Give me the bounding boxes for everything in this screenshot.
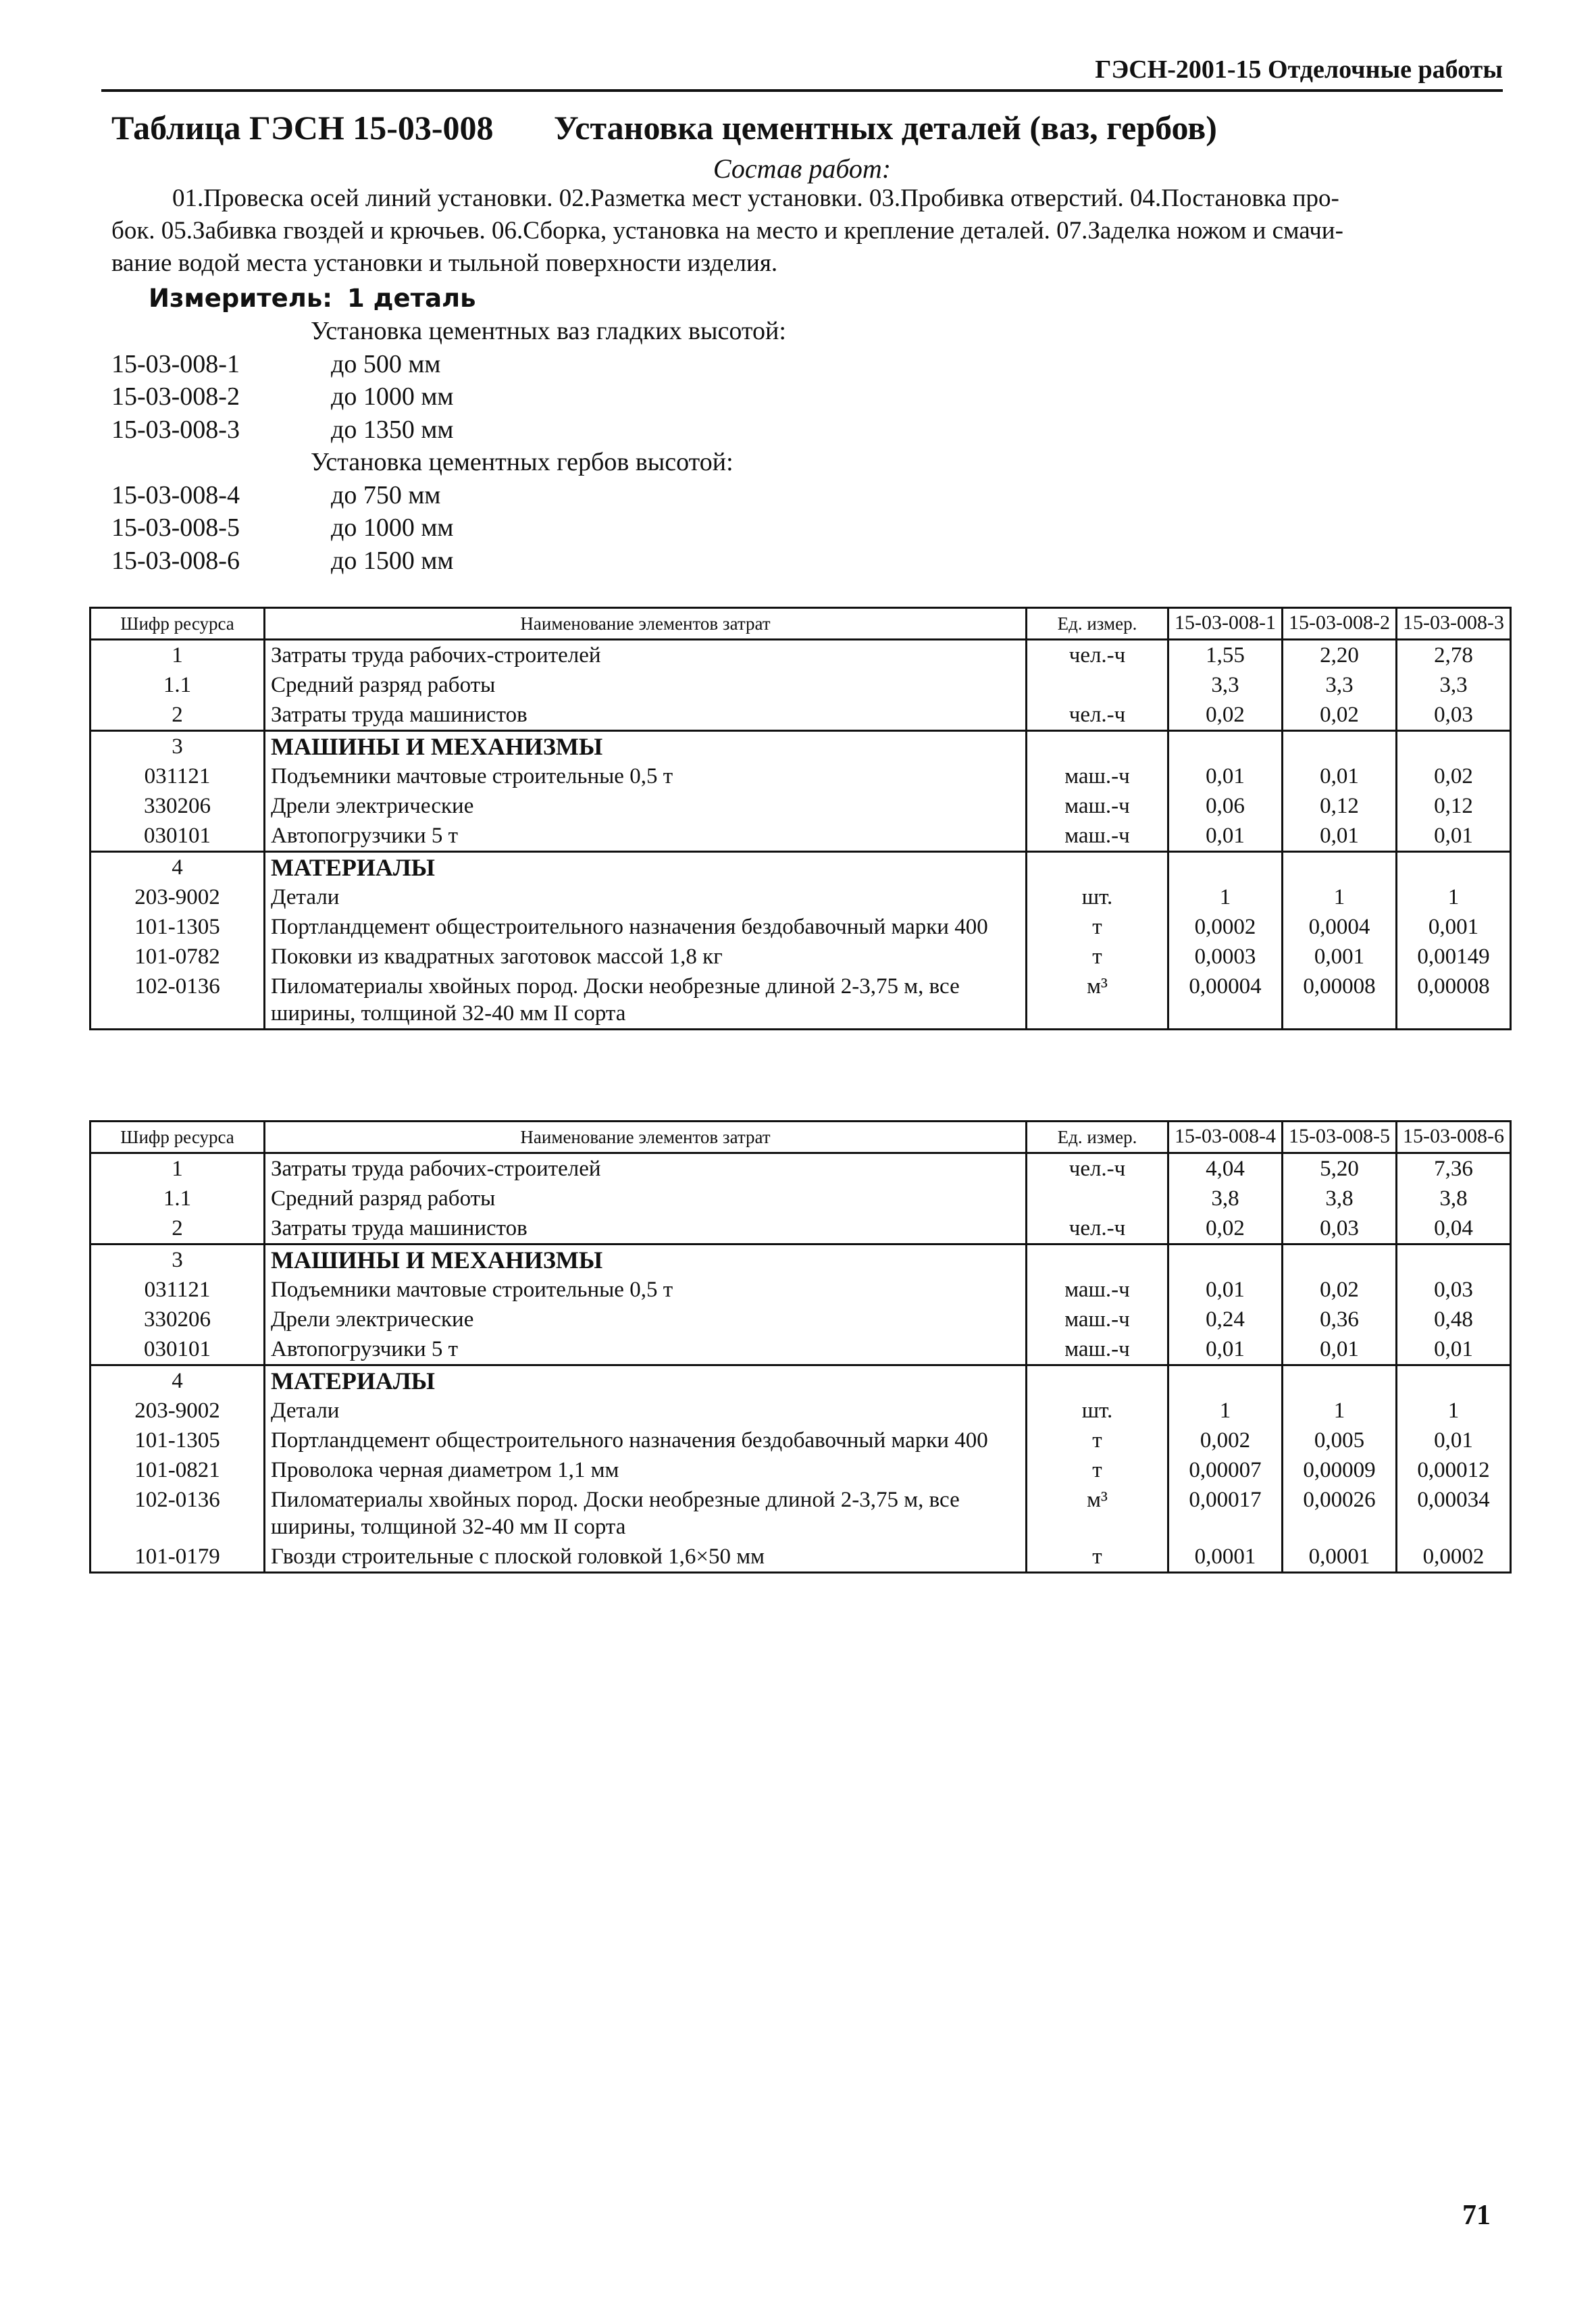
resource-unit: т (1027, 942, 1168, 972)
table-row (91, 1455, 1511, 1485)
resource-value: 0,03 (1283, 1213, 1397, 1244)
resource-name: Детали (265, 1396, 1027, 1426)
resource-name: Затраты труда рабочих-строителей (265, 640, 1027, 671)
table-row (91, 640, 1511, 671)
resource-table-1 (89, 607, 1512, 1030)
norm-description: до 500 мм (331, 349, 441, 378)
resource-unit (1027, 852, 1168, 883)
resource-value: 0,01 (1397, 821, 1511, 852)
resource-value: 0,04 (1397, 1213, 1511, 1244)
resource-code: 101-1305 (91, 912, 265, 942)
resource-value: 1 (1397, 1396, 1511, 1426)
resource-unit (1027, 731, 1168, 762)
resource-value: 0,0003 (1168, 942, 1283, 972)
resource-value: 5,20 (1283, 1153, 1397, 1184)
table-title (111, 107, 1503, 149)
resource-code: 1.1 (91, 670, 265, 700)
resource-name: Затраты труда рабочих-строителей (265, 1153, 1027, 1184)
resource-value (1168, 1365, 1283, 1397)
resource-code: 4 (91, 1365, 265, 1397)
resource-value (1168, 852, 1283, 883)
norm-group-title: Установка цементных гербов высотой: (311, 448, 733, 476)
resource-code: 030101 (91, 1334, 265, 1365)
resource-name: МАТЕРИАЛЫ (265, 1365, 1027, 1397)
work-line: 01.Провеска осей линий установки. 02.Разметка мест установки. 03.Пробивка отверстий. 04.Постановка про- (172, 184, 1339, 212)
running-header (101, 54, 1503, 92)
header-code: Шифр ресурса (91, 608, 265, 640)
resource-name: Детали (265, 882, 1027, 912)
resource-name: Дрели электрические (265, 791, 1027, 821)
header-norm-column: 15-03-008-6 (1397, 1122, 1511, 1153)
resource-code: 203-9002 (91, 882, 265, 912)
table-row (91, 761, 1511, 791)
resource-value: 0,01 (1397, 1426, 1511, 1455)
resource-name: Затраты труда машинистов (265, 700, 1027, 731)
resource-value: 0,0002 (1397, 1542, 1511, 1573)
table-row (91, 1365, 1511, 1397)
resource-unit: чел.-ч (1027, 700, 1168, 731)
norm-group-title: Установка цементных ваз гладких высотой: (311, 317, 786, 345)
resource-name: МАШИНЫ И МЕХАНИЗМЫ (265, 731, 1027, 762)
resource-unit: т (1027, 1426, 1168, 1455)
resource-unit (1027, 1184, 1168, 1213)
table-row (91, 1184, 1511, 1213)
resource-value: 7,36 (1397, 1153, 1511, 1184)
resource-unit: маш.-ч (1027, 1334, 1168, 1365)
resource-unit: т (1027, 912, 1168, 942)
resource-value: 3,3 (1283, 670, 1397, 700)
resource-name: Автопогрузчики 5 т (265, 821, 1027, 852)
resource-name: Дрели электрические (265, 1305, 1027, 1334)
resource-code: 101-0821 (91, 1455, 265, 1485)
table-row (91, 912, 1511, 942)
table-row (91, 731, 1511, 762)
resource-code: 4 (91, 852, 265, 883)
resource-code: 203-9002 (91, 1396, 265, 1426)
resource-value: 0,001 (1397, 912, 1511, 942)
norm-description: до 1500 мм (331, 546, 454, 575)
resource-code: 1 (91, 1153, 265, 1184)
header-norm-column: 15-03-008-1 (1168, 608, 1283, 640)
table-header-row (91, 1122, 1511, 1153)
resource-code: 101-0782 (91, 942, 265, 972)
resource-name: Пиломатериалы хвойных пород. Доски необрезные длиной 2-3,75 м, все ширины, толщиной 32-40 мм II сорта (265, 972, 1027, 1030)
resource-value: 3,3 (1168, 670, 1283, 700)
resource-value: 0,01 (1168, 1275, 1283, 1305)
table-row (91, 852, 1511, 883)
resource-unit (1027, 670, 1168, 700)
resource-code: 030101 (91, 821, 265, 852)
resource-value: 0,01 (1283, 1334, 1397, 1365)
header-name: Наименование элементов затрат (265, 608, 1027, 640)
resource-code: 330206 (91, 1305, 265, 1334)
resource-code: 330206 (91, 791, 265, 821)
header-unit: Ед. измер. (1027, 608, 1168, 640)
resource-value: 1 (1168, 882, 1283, 912)
resource-name: Портландцемент общестроительного назначения бездобавочный марки 400 (265, 912, 1027, 942)
resource-value: 1 (1283, 882, 1397, 912)
header-norm-column: 15-03-008-3 (1397, 608, 1511, 640)
resource-value: 0,48 (1397, 1305, 1511, 1334)
resource-unit: маш.-ч (1027, 1305, 1168, 1334)
table-row (91, 1244, 1511, 1276)
resource-value: 0,005 (1283, 1426, 1397, 1455)
resource-value: 4,04 (1168, 1153, 1283, 1184)
resource-unit: чел.-ч (1027, 640, 1168, 671)
resource-value: 1 (1397, 882, 1511, 912)
resource-unit: м³ (1027, 1485, 1168, 1542)
resource-value: 2,78 (1397, 640, 1511, 671)
resource-code: 102-0136 (91, 972, 265, 1030)
table-header-row (91, 608, 1511, 640)
resource-value (1283, 1365, 1397, 1397)
resource-unit: маш.-ч (1027, 761, 1168, 791)
resource-name: Поковки из квадратных заготовок массой 1,8 кг (265, 942, 1027, 972)
resource-unit: шт. (1027, 1396, 1168, 1426)
resource-code: 1.1 (91, 1184, 265, 1213)
resource-value: 0,12 (1397, 791, 1511, 821)
resource-value: 0,00026 (1283, 1485, 1397, 1542)
work-line: бок. 05.Забивка гвоздей и крючьев. 06.Сборка, установка на место и крепление деталей. 07.Заделка ножом и смачи- (111, 217, 1343, 245)
resource-value (1283, 852, 1397, 883)
resource-name: Портландцемент общестроительного назначения бездобавочный марки 400 (265, 1426, 1027, 1455)
resource-table-2 (89, 1120, 1512, 1574)
resource-value: 0,01 (1283, 761, 1397, 791)
resource-value: 0,00009 (1283, 1455, 1397, 1485)
resource-value (1283, 1244, 1397, 1276)
resource-unit (1027, 1365, 1168, 1397)
table-row (91, 1213, 1511, 1244)
resource-value (1397, 731, 1511, 762)
resource-unit: м³ (1027, 972, 1168, 1030)
resource-unit: чел.-ч (1027, 1213, 1168, 1244)
resource-value: 1,55 (1168, 640, 1283, 671)
resource-value: 0,02 (1397, 761, 1511, 791)
header-code: Шифр ресурса (91, 1122, 265, 1153)
header-name: Наименование элементов затрат (265, 1122, 1027, 1153)
table-row (91, 700, 1511, 731)
resource-value: 1 (1283, 1396, 1397, 1426)
resource-value: 0,0001 (1168, 1542, 1283, 1573)
table-row (91, 1305, 1511, 1334)
resource-value: 3,8 (1283, 1184, 1397, 1213)
resource-name: Проволока черная диаметром 1,1 мм (265, 1455, 1027, 1485)
resource-value: 0,00008 (1397, 972, 1511, 1030)
resource-code: 1 (91, 640, 265, 671)
norm-code: 15-03-008-4 (111, 480, 240, 509)
resource-value (1168, 1244, 1283, 1276)
table-row (91, 821, 1511, 852)
running-title: ГЭСН-2001-15 Отделочные работы (1095, 55, 1503, 84)
resource-value: 0,02 (1283, 1275, 1397, 1305)
resource-code: 3 (91, 1244, 265, 1276)
resource-value: 0,01 (1168, 761, 1283, 791)
resource-value: 3,8 (1397, 1184, 1511, 1213)
resource-name: Средний разряд работы (265, 670, 1027, 700)
resource-value: 0,01 (1168, 821, 1283, 852)
norm-description: до 1350 мм (331, 415, 454, 444)
resource-unit: т (1027, 1455, 1168, 1485)
header-norm-column: 15-03-008-2 (1283, 608, 1397, 640)
measurer (149, 282, 476, 315)
resource-unit: маш.-ч (1027, 821, 1168, 852)
table-row (91, 1275, 1511, 1305)
resource-value: 0,00012 (1397, 1455, 1511, 1485)
resource-value: 3,3 (1397, 670, 1511, 700)
resource-value: 0,06 (1168, 791, 1283, 821)
resource-code: 101-0179 (91, 1542, 265, 1573)
resource-code: 2 (91, 1213, 265, 1244)
table-row (91, 1426, 1511, 1455)
resource-name: Подъемники мачтовые строительные 0,5 т (265, 1275, 1027, 1305)
resource-code: 2 (91, 700, 265, 731)
resource-value: 0,02 (1283, 700, 1397, 731)
resource-value: 0,24 (1168, 1305, 1283, 1334)
resource-unit (1027, 1244, 1168, 1276)
resource-value: 2,20 (1283, 640, 1397, 671)
resource-name: Автопогрузчики 5 т (265, 1334, 1027, 1365)
table-row (91, 1396, 1511, 1426)
header-unit: Ед. измер. (1027, 1122, 1168, 1153)
resource-value (1397, 852, 1511, 883)
resource-unit: маш.-ч (1027, 1275, 1168, 1305)
norm-code: 15-03-008-5 (111, 513, 240, 542)
resource-value (1168, 731, 1283, 762)
norm-code: 15-03-008-6 (111, 546, 240, 575)
table-code: Таблица ГЭСН 15-03-008 (111, 109, 494, 147)
resource-value: 0,00034 (1397, 1485, 1511, 1542)
work-composition-text (111, 182, 1501, 280)
resource-value: 0,00149 (1397, 942, 1511, 972)
header-norm-column: 15-03-008-5 (1283, 1122, 1397, 1153)
table-row (91, 791, 1511, 821)
norm-code: 15-03-008-2 (111, 382, 240, 411)
resource-value: 0,01 (1283, 821, 1397, 852)
resource-value: 1 (1168, 1396, 1283, 1426)
resource-value: 0,0001 (1283, 1542, 1397, 1573)
table-row (91, 1334, 1511, 1365)
resource-value: 0,002 (1168, 1426, 1283, 1455)
norm-description: до 750 мм (331, 480, 441, 509)
resource-value: 0,03 (1397, 700, 1511, 731)
resource-unit: чел.-ч (1027, 1153, 1168, 1184)
resource-value: 0,0002 (1168, 912, 1283, 942)
resource-value: 0,02 (1168, 1213, 1283, 1244)
measurer-label: Измеритель: (149, 284, 333, 313)
resource-value: 0,03 (1397, 1275, 1511, 1305)
table-row (91, 1485, 1511, 1542)
resource-name: Гвозди строительные с плоской головкой 1,6×50 мм (265, 1542, 1027, 1573)
header-norm-column: 15-03-008-4 (1168, 1122, 1283, 1153)
table-row (91, 670, 1511, 700)
resource-value: 0,36 (1283, 1305, 1397, 1334)
work-composition-heading: Состав работ: (713, 153, 892, 184)
resource-value: 0,02 (1168, 700, 1283, 731)
work-line: вание водой места установки и тыльной поверхности изделия. (111, 249, 778, 277)
resource-code: 3 (91, 731, 265, 762)
norm-code: 15-03-008-3 (111, 415, 240, 444)
resource-value: 0,00017 (1168, 1485, 1283, 1542)
resource-value: 0,12 (1283, 791, 1397, 821)
resource-value: 0,001 (1283, 942, 1397, 972)
resource-name: МАШИНЫ И МЕХАНИЗМЫ (265, 1244, 1027, 1276)
norm-code: 15-03-008-1 (111, 349, 240, 378)
norm-description: до 1000 мм (331, 382, 454, 411)
resource-value: 0,01 (1397, 1334, 1511, 1365)
table-row (91, 882, 1511, 912)
resource-value (1283, 731, 1397, 762)
resource-value: 0,00004 (1168, 972, 1283, 1030)
table-row (91, 1153, 1511, 1184)
table-row (91, 942, 1511, 972)
resource-name: МАТЕРИАЛЫ (265, 852, 1027, 883)
resource-value: 0,00007 (1168, 1455, 1283, 1485)
resource-code: 101-1305 (91, 1426, 265, 1455)
resource-code: 031121 (91, 1275, 265, 1305)
norm-description: до 1000 мм (331, 513, 454, 542)
resource-value: 0,0004 (1283, 912, 1397, 942)
resource-name: Пиломатериалы хвойных пород. Доски необрезные длиной 2-3,75 м, все ширины, толщиной 32-40 мм II сорта (265, 1485, 1027, 1542)
measurer-value: 1 деталь (347, 284, 476, 313)
table-row (91, 1542, 1511, 1573)
resource-unit: маш.-ч (1027, 791, 1168, 821)
resource-name: Подъемники мачтовые строительные 0,5 т (265, 761, 1027, 791)
resource-value (1397, 1244, 1511, 1276)
resource-value: 0,00008 (1283, 972, 1397, 1030)
page-number: 71 (1462, 2200, 1491, 2231)
resource-unit: шт. (1027, 882, 1168, 912)
table-name: Установка цементных деталей (ваз, гербов) (554, 109, 1217, 147)
resource-value (1397, 1365, 1511, 1397)
resource-unit: т (1027, 1542, 1168, 1573)
resource-name: Затраты труда машинистов (265, 1213, 1027, 1244)
resource-value: 3,8 (1168, 1184, 1283, 1213)
table-row (91, 972, 1511, 1030)
resource-name: Средний разряд работы (265, 1184, 1027, 1213)
resource-code: 031121 (91, 761, 265, 791)
resource-value: 0,01 (1168, 1334, 1283, 1365)
resource-code: 102-0136 (91, 1485, 265, 1542)
